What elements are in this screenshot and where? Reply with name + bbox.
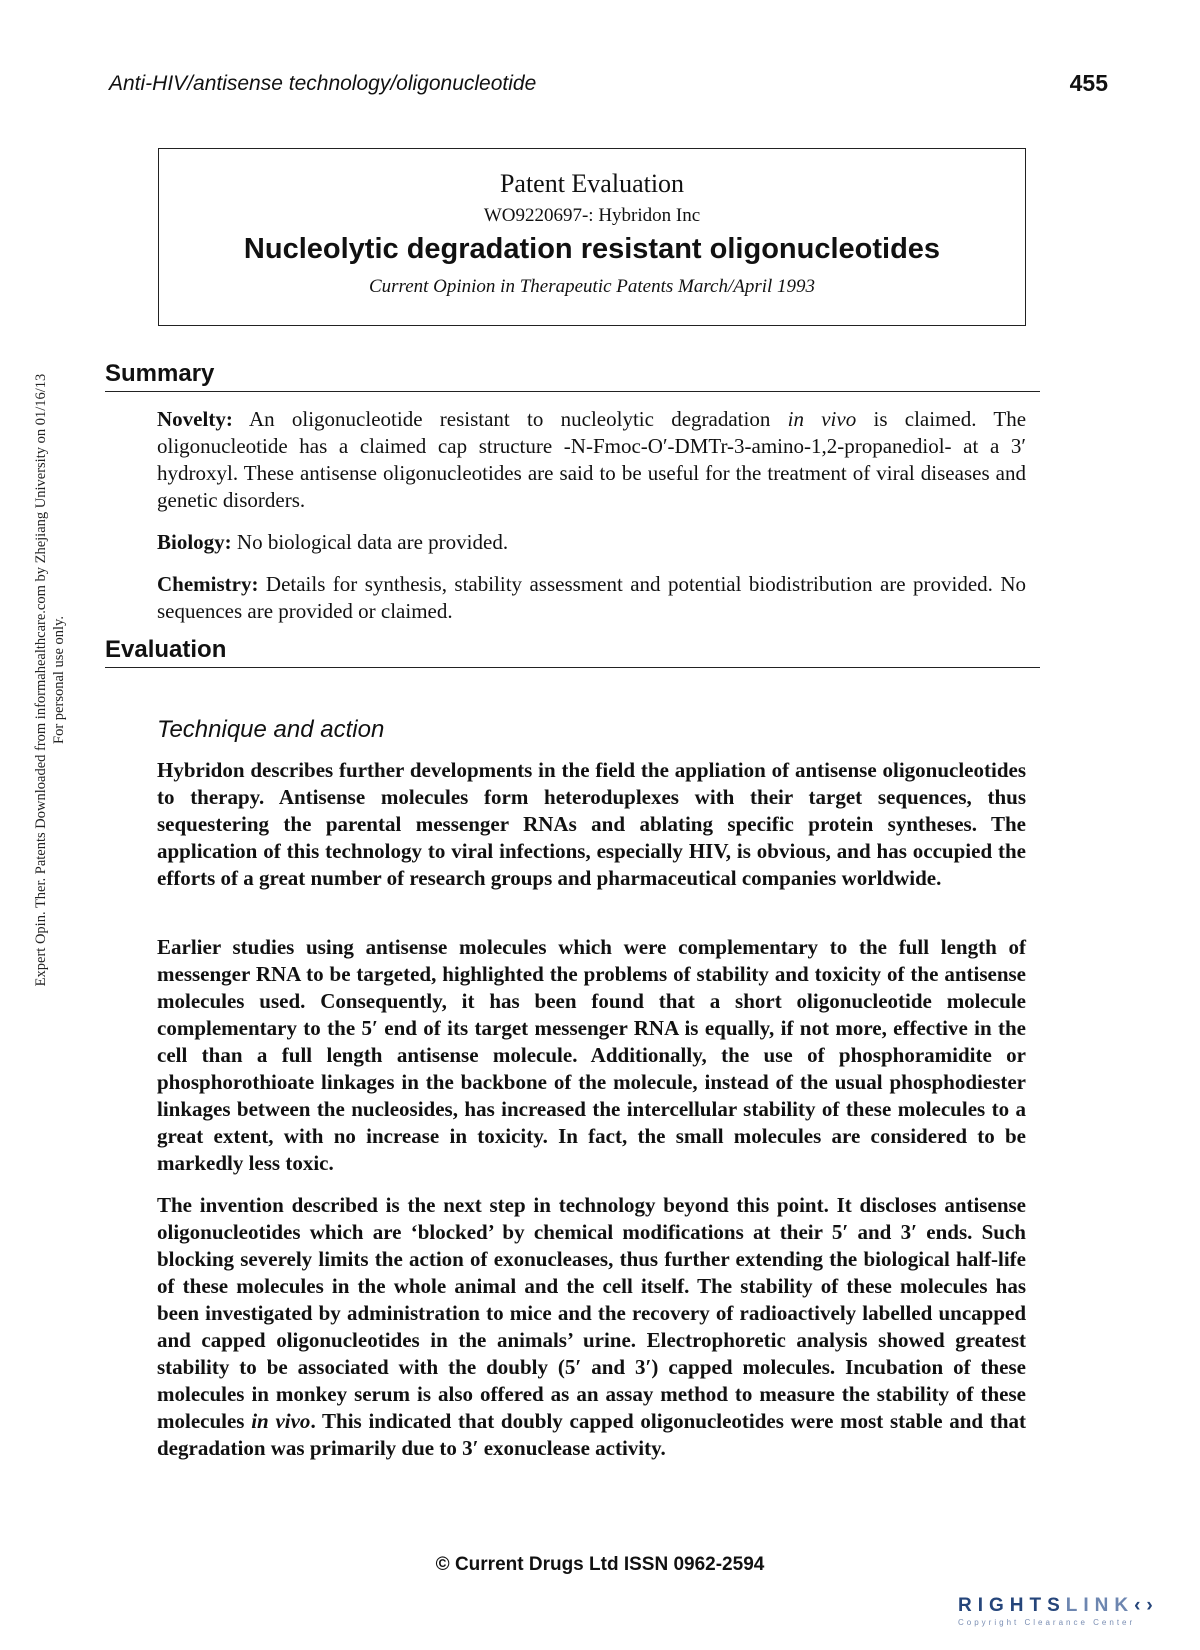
novelty-label: Novelty: [157, 407, 233, 431]
download-notice-line: Expert Opin. Ther. Patents Downloaded from informahealthcare.com by Zhejiang University on 01/16/13 [33, 373, 49, 987]
footer-copyright: © Current Drugs Ltd ISSN 0962-2594 [435, 1554, 765, 1575]
running-title: Anti-HIV/antisense technology/oligonucleotide [109, 72, 537, 95]
rightslink-tagline: Copyright Clearance Center [958, 1618, 1136, 1627]
patent-evaluation-box [158, 148, 1026, 326]
evaluation-paragraph-2: Earlier studies using antisense molecules which were complementary to the full length of messenger RNA to be targeted, highlighted the problems of stability and toxicity of the antisense molecules used. Consequently, it has been found that a short oligonucleotide molecule complementary to the 5′ end of its target messenger RNA is equally, if not more, effective in the cell than a full length antisense molecule. Additionally, the use of phosphoramidite or phosphorothioate linkages in the backbone of the molecule, instead of the usual phosphodiester linkages between the nucleosides, has increased the intercellular stability of these molecules to a great extent, with no increase in toxicity. In fact, the small molecules are considered to be markedly less toxic. [157, 935, 1026, 1175]
patent-number: WO9220697-: Hybridon Inc [483, 205, 701, 226]
rightslink-logo[interactable] [958, 1595, 1158, 1635]
rightslink-chevron-icon: ‹› [1134, 1595, 1159, 1616]
biology-label: Biology: [157, 530, 232, 554]
biology-text: No biological data are provided. [236, 530, 509, 554]
download-notice-line: For personal use only. [51, 616, 67, 744]
rightslink-word-light: LINK [1065, 1595, 1135, 1616]
evaluation-paragraph-3-text: The invention described is the next step in technology beyond this point. It discloses antisense oligonucleotides which are ‘blocked’ by chemical modifications at their 5′ and 3′ ends. Such blocking severely limits the action of exonucleases, thus further extending the biological half-life of these molecules in the whole animal and the cell itself. The stability of these molecules has been investigated by administration to mice and the recovery of radioactively labelled uncapped and capped oligonucleotides in the animals’ urine. Electrophoretic analysis showed greatest stability to be associated with the doubly (5′ and 3′) capped molecules. Incubation of these molecules in monkey serum is also offered as an assay method to measure the stability of these molecules [157, 1193, 1026, 1433]
article-title: Nucleolytic degradation resistant oligonucleotides [243, 233, 941, 265]
rightslink-word-dark: RIGHTS [958, 1595, 1066, 1616]
box-heading: Patent Evaluation [499, 169, 685, 198]
summary-heading: Summary [105, 360, 1040, 392]
evaluation-paragraph-3-text-cont: . This indicated that doubly capped oligonucleotides were most stable and that degradation was primarily due to 3′ exonuclease activity. [157, 1409, 1026, 1460]
journal-citation: Current Opinion in Therapeutic Patents March/April 1993 [368, 276, 816, 297]
chemistry-paragraph [157, 571, 1026, 625]
technique-subheading: Technique and action [157, 716, 385, 743]
page-number: 455 [1069, 70, 1108, 96]
download-notice [32, 170, 92, 1190]
novelty-text-cont: is claimed. The oligonucleotide has a claimed cap structure -N-Fmoc-O′-DMTr-3-amino-1,2-propanediol- at a 3′ hydroxyl. These antisense oligonucleotides are said to be useful for the treatment of viral diseases and genetic disorders. [157, 407, 1027, 512]
chemistry-label: Chemistry: [157, 572, 259, 596]
biology-paragraph [157, 529, 1026, 556]
novelty-paragraph [157, 406, 1026, 514]
evaluation-paragraph-3 [157, 1192, 1026, 1462]
chemistry-text: Details for synthesis, stability assessment and potential biodistribution are provided. No sequences are provided or claimed. [157, 572, 1026, 623]
evaluation-heading: Evaluation [105, 636, 1040, 668]
evaluation-paragraph-3-italic: in vivo [251, 1409, 311, 1433]
evaluation-paragraph-1: Hybridon describes further developments in the field the appliation of antisense oligonucleotides to therapy. Antisense molecules form heteroduplexes with their target sequences, thus sequestering the parental messenger RNAs and ablating specific protein syntheses. The application of this technology to viral infections, especially HIV, is obvious, and has occupied the efforts of a great number of research groups and pharmaceutical companies worldwide. [157, 758, 1026, 890]
novelty-italic: in vivo [787, 407, 857, 431]
novelty-text: An oligonucleotide resistant to nucleolytic degradation [248, 407, 771, 431]
rightslink-wordmark [958, 1595, 1158, 1617]
